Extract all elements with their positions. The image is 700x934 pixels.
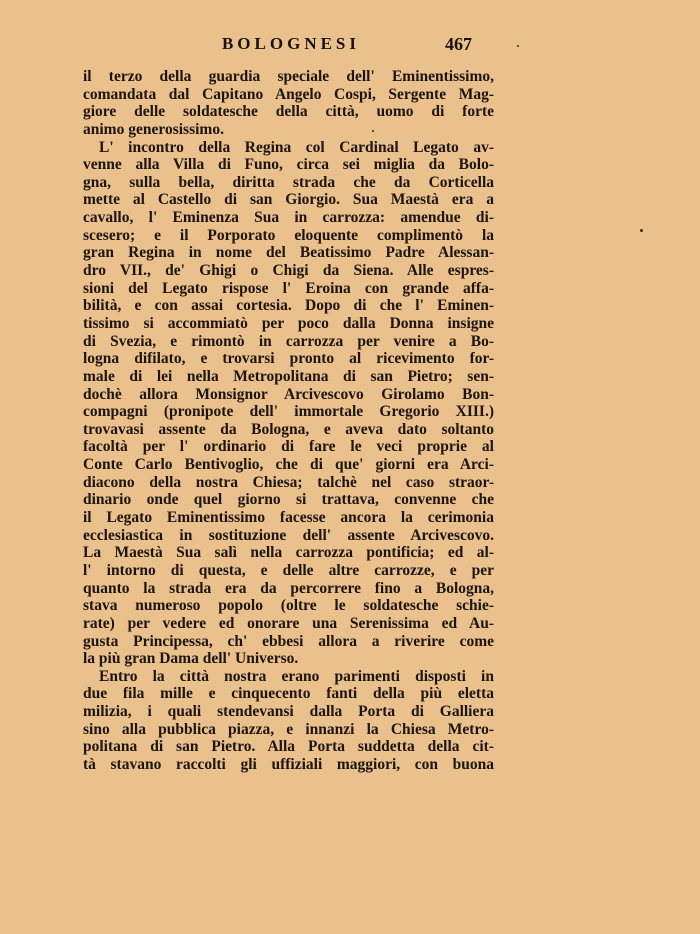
text-line: il Legato Eminentissimo facesse ancora la cerimonia [83, 509, 494, 527]
text-line: L' incontro della Regina col Cardinal Legato av- [99, 138, 494, 156]
text-line: due fila mille e cinquecento fanti della più eletta [83, 685, 494, 703]
text-line: sioni del Legato rispose l' Eroina con grande affa- [83, 279, 494, 297]
text-line: di Svezia, e rimontò in carrozza per venire a Bo- [83, 332, 494, 350]
text-line: rate) per vedere ed onorare una Serenissima ed Au- [83, 614, 494, 632]
text-line: diacono della nostra Chiesa; talchè nel caso straor- [83, 473, 494, 491]
text-line: La Maestà Sua salì nella carrozza pontificia; ed al- [83, 544, 494, 562]
text-line: venne alla Villa di Funo, circa sei miglia da Bolo- [83, 156, 494, 174]
text-line: compagni (pronipote dell' immortale Gregorio XIII.) [83, 403, 494, 421]
running-head [82, 32, 500, 58]
page-number: 467 [445, 34, 472, 54]
text-line: sino alla pubblica piazza, e innanzi la Chiesa Metro- [83, 720, 494, 738]
text-line: trovavasi assente da Bologna, e aveva dato soltanto [83, 420, 494, 438]
text-line: scesero; e il Porporato eloquente complimentò la [83, 226, 494, 244]
text-line: tà stavano raccolti gli uffiziali maggiori, con buona [83, 755, 494, 773]
text-line: giore delle soldatesche della città, uomo di forte [83, 103, 494, 121]
ink-speck [372, 130, 374, 132]
text-line: ecclesiastica in sostituzione dell' assente Arcivescovo. [83, 526, 494, 544]
ink-speck [640, 229, 643, 232]
ink-speck [517, 45, 519, 47]
text-line: il terzo della guardia speciale dell' Eminentissimo, [83, 68, 494, 85]
text-line: bilità, e con assai cortesia. Dopo di che l' Eminen- [83, 297, 494, 315]
text-line: tissimo si accommiatò per poco dalla Donna insigne [83, 314, 494, 332]
text-line: l' intorno di questa, e delle altre carrozze, e per [83, 561, 494, 579]
text-line: animo generosissimo. [83, 120, 224, 138]
text-line: milizia, i quali stendevansi dalla Porta di Galliera [83, 703, 494, 721]
text-line: gran Regina in nome del Beatissimo Padre Alessan- [83, 244, 494, 262]
text-line: stava numeroso popolo (oltre le soldatesche schie- [83, 597, 494, 615]
running-head-title: BOLOGNESI [221, 34, 361, 53]
text-line: male di lei nella Metropolitana di san Pietro; sen- [83, 367, 494, 385]
text-line: logna difilato, e trovarsi pronto al ricevimento for- [83, 350, 494, 368]
text-line: comandata dal Capitano Angelo Cospi, Sergente Mag- [83, 85, 494, 103]
body-text [83, 68, 494, 774]
text-line: la più gran Dama dell' Universo. [83, 650, 299, 668]
text-line: gna, sulla bella, diritta strada che da Corticella [83, 173, 494, 191]
text-line: cavallo, l' Eminenza Sua in carrozza: amendue di- [83, 209, 494, 227]
text-line: quanto la strada era da percorrere fino a Bologna, [83, 579, 494, 597]
text-line: dinario onde quel giorno si trattava, convenne che [83, 491, 494, 509]
text-line: mette al Castello di san Giorgio. Sua Maestà era a [83, 191, 494, 209]
text-line: dochè allora Monsignor Arcivescovo Girolamo Bon- [83, 385, 494, 403]
text-line: dro VII., de' Ghigi o Chigi da Siena. Alle espres- [83, 262, 494, 280]
text-line: gusta Principessa, ch' ebbesi allora a riverire come [83, 632, 494, 650]
text-line: politana di san Pietro. Alla Porta suddetta della cit- [83, 738, 494, 756]
text-line: Conte Carlo Bentivoglio, che di que' giorni era Arci- [83, 456, 494, 474]
text-line: Entro la città nostra erano parimenti disposti in [99, 667, 494, 685]
text-line: facoltà per l' ordinario di fare le veci proprie al [83, 438, 494, 456]
